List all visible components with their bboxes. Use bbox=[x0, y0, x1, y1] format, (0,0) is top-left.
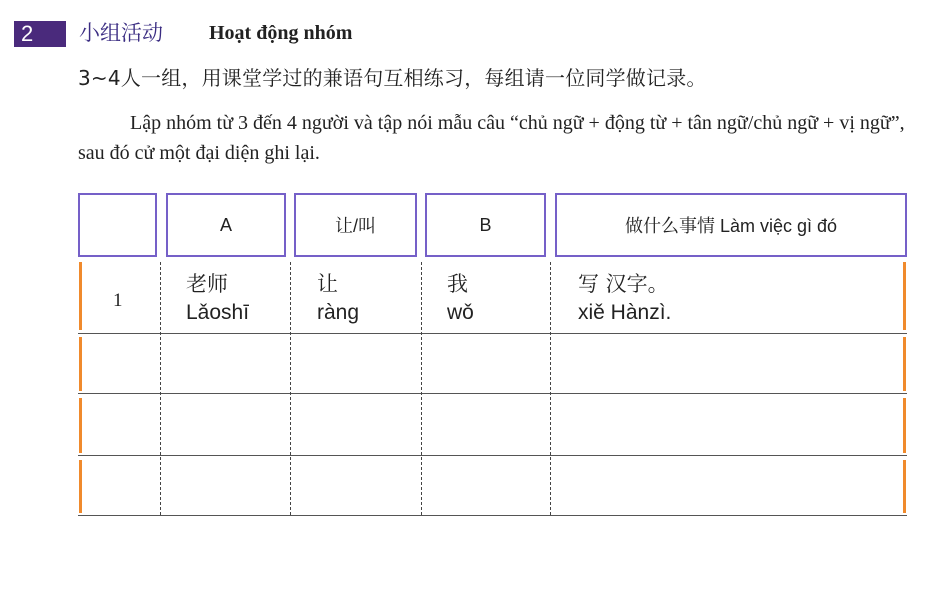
cell-action-hanzi: 写 汉字。 bbox=[578, 272, 669, 296]
header-label-verb: 让/叫 bbox=[334, 216, 376, 236]
row-marker-left bbox=[79, 262, 82, 330]
row-separator bbox=[78, 393, 907, 394]
cell-a-hanzi: 老师 bbox=[186, 272, 228, 296]
cell-action-pinyin: xiě Hànzì. bbox=[578, 301, 672, 324]
column-separator bbox=[160, 262, 161, 515]
row-marker-left bbox=[79, 398, 82, 453]
row-separator bbox=[78, 455, 907, 456]
header-cell-a bbox=[166, 193, 286, 257]
cell-verb-pinyin: ràng bbox=[317, 301, 360, 324]
instruction-chinese: 3~4人一组，用课堂学过的兼语句互相练习，每组请一位同学做记录。 bbox=[78, 66, 707, 90]
header-cell-action bbox=[555, 193, 907, 257]
row-separator bbox=[78, 333, 907, 334]
cell-verb-hanzi: 让 bbox=[317, 272, 338, 296]
cell-b-pinyin: wǒ bbox=[447, 301, 474, 324]
cell-a-pinyin: Lǎoshī bbox=[186, 301, 250, 324]
section-number-badge: 2 bbox=[14, 21, 66, 47]
column-separator bbox=[550, 262, 551, 515]
row-number: 1 bbox=[113, 290, 123, 311]
row-marker-right bbox=[903, 262, 906, 330]
row-marker-left bbox=[79, 337, 82, 391]
column-separator bbox=[290, 262, 291, 515]
row-marker-right bbox=[903, 337, 906, 391]
header-label-action: 做什么事情 Làm việc gì đó bbox=[624, 216, 838, 236]
row-separator bbox=[78, 515, 907, 516]
header-cell-verb bbox=[294, 193, 417, 257]
section-title-vietnamese: Hoạt động nhóm bbox=[209, 22, 353, 44]
header-cell-number bbox=[78, 193, 157, 257]
cell-b-hanzi: 我 bbox=[447, 272, 468, 296]
row-marker-right bbox=[903, 460, 906, 513]
row-marker-right bbox=[903, 398, 906, 453]
header-cell-b bbox=[425, 193, 546, 257]
section-title-chinese: 小组活动 bbox=[79, 21, 163, 45]
instruction-vietnamese: Lập nhóm từ 3 đến 4 người và tập nói mẫu câu “chủ ngữ + động từ + tân ngữ/chủ ngữ + vị ngữ”, sau đó cử một đại diện ghi lại. bbox=[78, 112, 905, 164]
row-marker-left bbox=[79, 460, 82, 513]
header-label-a: A bbox=[219, 214, 232, 235]
column-separator bbox=[421, 262, 422, 515]
header-label-b: B bbox=[479, 214, 492, 235]
